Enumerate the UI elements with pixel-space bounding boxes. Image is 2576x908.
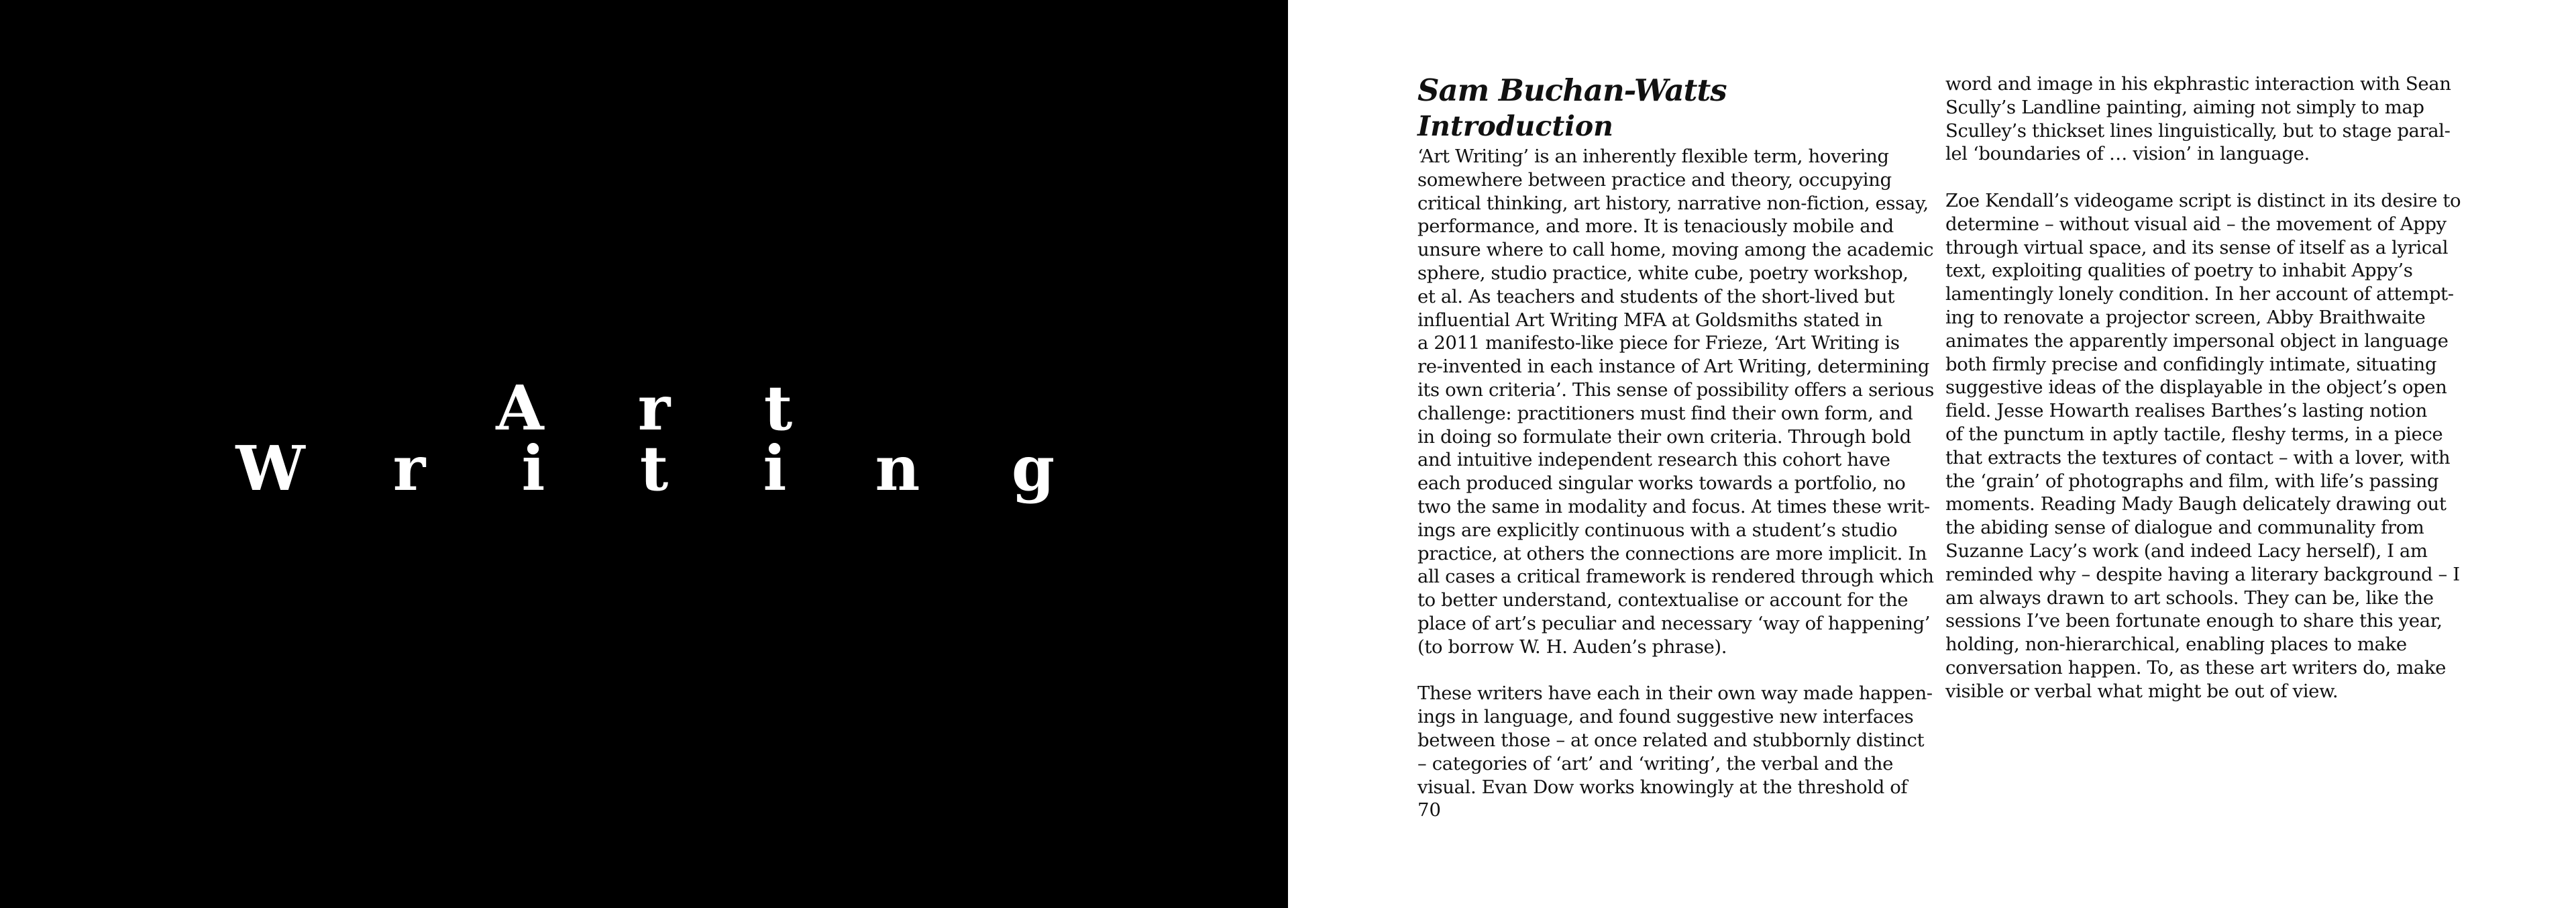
text-line: ings in language, and found suggestive new interfaces: [1417, 706, 1914, 728]
text-line: conversation happen. To, as these art writers do, make: [1945, 656, 2447, 678]
text-line: field. Jesse Howarth realises Barthes’s lasting notion: [1945, 400, 2427, 422]
title-letter: i: [521, 432, 545, 505]
text-line: visible or verbal what might be out of view.: [1945, 680, 2339, 702]
text-line: Sculley’s thickset lines linguistically, but to stage paral-: [1945, 119, 2451, 142]
right-column-body: [1945, 72, 2461, 703]
text-line: two the same in modality and focus. At times these writ-: [1417, 495, 1930, 517]
text-line: Zoe Kendall’s videogame script is distinct in its desire to: [1945, 189, 2461, 211]
title-letter: r: [637, 372, 671, 444]
text-line: ings are explicitly continuous with a student’s studio: [1417, 519, 1898, 541]
text-line: to better understand, contextualise or account for the: [1417, 589, 1909, 611]
text-line: a 2011 manifesto-like piece for Frieze, ‘Art Writing is: [1417, 332, 1900, 354]
text-line: influential Art Writing MFA at Goldsmiths stated in: [1417, 309, 1883, 331]
text-line: moments. Reading Mady Baugh delicately drawing out: [1945, 493, 2447, 515]
text-line: in doing so formulate their own criteria. Through bold: [1417, 425, 1911, 448]
right-text-column: [1945, 72, 2461, 703]
text-line: through virtual space, and its sense of itself as a lyrical: [1945, 236, 2449, 258]
paragraph-gap: [1417, 659, 1921, 683]
text-line: lel ‘boundaries of … vision’ in language.: [1945, 143, 2310, 165]
text-line: word and image in his ekphrastic interaction with Sean: [1945, 73, 2451, 95]
text-line: all cases a critical framework is rendered through which: [1417, 566, 1934, 588]
title-letter: i: [763, 432, 787, 505]
text-line: animates the apparently impersonal object in language: [1945, 330, 2449, 352]
title-letter: t: [639, 432, 669, 505]
title-letter: A: [496, 372, 544, 444]
text-line: lamentingly lonely condition. In her account of attempt-: [1945, 283, 2454, 305]
text-line: unsure where to call home, moving among the academic: [1417, 239, 1934, 261]
text-line: These writers have each in their own way made happen-: [1417, 683, 1933, 705]
text-line: somewhere between practice and theory, occupying: [1417, 168, 1892, 191]
title-letter: t: [763, 372, 793, 444]
left-column-body: [1417, 145, 1935, 799]
text-line: – categories of ‘art’ and ‘writing’, the verbal and the: [1417, 752, 1893, 774]
text-line: each produced singular works towards a portfolio, no: [1417, 472, 1906, 495]
title-letter: W: [235, 432, 305, 505]
left-text-column: [1417, 72, 1935, 822]
paragraph-gap: [1945, 166, 2449, 189]
text-line: visual. Evan Dow works knowingly at the threshold of: [1417, 776, 1908, 798]
text-line: critical thinking, art history, narrative non-fiction, essay,: [1417, 192, 1929, 214]
text-line: the abiding sense of dialogue and communality from: [1945, 517, 2424, 539]
text-line: (to borrow W. H. Auden’s phrase).: [1417, 636, 1727, 658]
text-line: its own criteria’. This sense of possibility offers a serious: [1417, 379, 1935, 401]
text-line: et al. As teachers and students of the short-lived but: [1417, 285, 1895, 307]
text-line: and intuitive independent research this cohort have: [1417, 449, 1890, 471]
text-line: place of art’s peculiar and necessary ‘way of happening’: [1417, 612, 1931, 634]
text-line: practice, at others the connections are more implicit. In: [1417, 542, 1927, 564]
text-line: suggestive ideas of the displayable in the object’s open: [1945, 376, 2447, 399]
text-line: ing to renovate a projector screen, Abby Braithwaite: [1945, 306, 2426, 328]
text-line: re-invented in each instance of Art Writing, determining: [1417, 356, 1929, 378]
text-line: holding, non-hierarchical, enabling places to make: [1945, 634, 2407, 656]
text-line: text, exploiting qualities of poetry to inhabit Appy’s: [1945, 260, 2413, 282]
title-letter: r: [392, 432, 426, 505]
text-line: challenge: practitioners must find their own form, and: [1417, 402, 1913, 424]
text-line: of the punctum in aptly tactile, fleshy terms, in a piece: [1945, 423, 2443, 445]
text-line: reminded why – despite having a literary background – I: [1945, 563, 2460, 585]
section-subtitle: Introduction: [1417, 110, 1613, 142]
text-line: both firmly precise and confidingly intimate, situating: [1945, 353, 2437, 375]
text-line: determine – without visual aid – the movement of Appy: [1945, 213, 2447, 235]
title-letter: g: [1011, 432, 1055, 505]
text-line: am always drawn to art schools. They can be, like the: [1945, 587, 2434, 609]
page-number: 70: [1417, 799, 1441, 821]
text-line: Suzanne Lacy’s work (and indeed Lacy herself), I am: [1945, 540, 2428, 562]
text-line: that extracts the textures of contact – with a lover, with: [1945, 446, 2451, 468]
text-line: sphere, studio practice, white cube, poetry workshop,: [1417, 262, 1909, 284]
author-name: Sam Buchan-Watts: [1417, 72, 1727, 108]
text-line: between those – at once related and stubbornly distinct: [1417, 729, 1925, 751]
text-page: [1288, 0, 2576, 908]
text-line: ‘Art Writing’ is an inherently flexible term, hovering: [1417, 146, 1889, 167]
title-letter: n: [875, 432, 920, 505]
text-line: Scully’s Landline painting, aiming not simply to map: [1945, 96, 2424, 118]
text-line: the ‘grain’ of photographs and film, with life’s passing: [1945, 470, 2439, 492]
text-line: performance, and more. It is tenaciously mobile and: [1417, 215, 1894, 238]
text-line: sessions I’ve been fortunate enough to share this year,: [1945, 610, 2443, 632]
